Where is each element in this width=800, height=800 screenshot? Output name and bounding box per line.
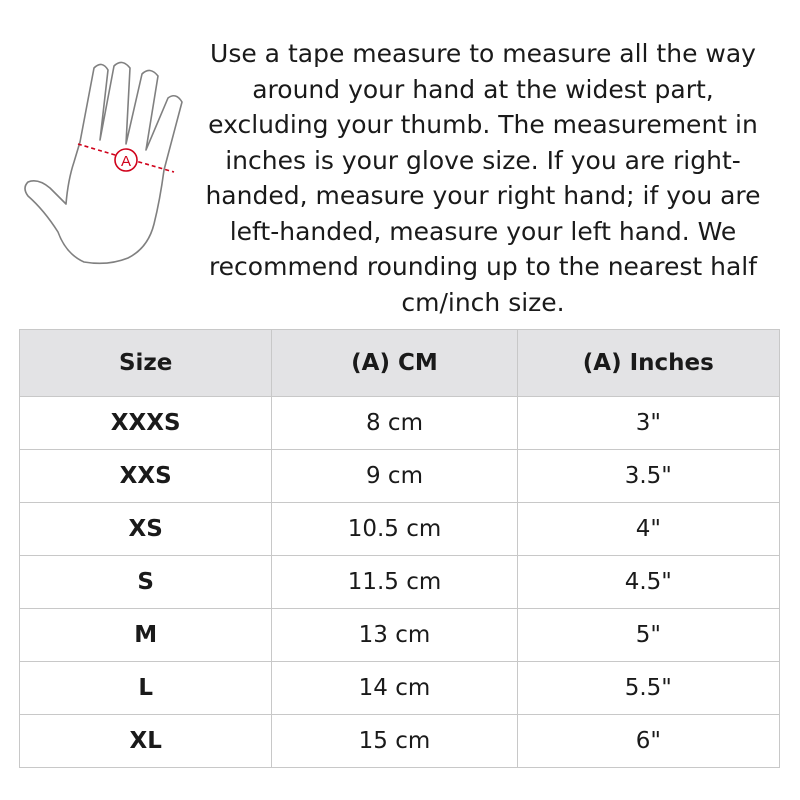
cm-cell: 15 cm — [272, 715, 517, 768]
inches-cell: 5" — [517, 609, 779, 662]
table-row — [20, 609, 780, 662]
marker-a-label: A — [120, 153, 132, 170]
table-row — [20, 715, 780, 768]
header-inches: (A) Inches — [517, 330, 779, 397]
header-size: Size — [20, 330, 272, 397]
header-cm: (A) CM — [272, 330, 517, 397]
cm-cell: 13 cm — [272, 609, 517, 662]
hand-measurement-diagram — [18, 52, 203, 277]
table-row — [20, 450, 780, 503]
cm-cell: 14 cm — [272, 662, 517, 715]
size-cell: XS — [20, 503, 272, 556]
table-row — [20, 503, 780, 556]
inches-cell: 4.5" — [517, 556, 779, 609]
size-cell: XL — [20, 715, 272, 768]
cm-cell: 11.5 cm — [272, 556, 517, 609]
hand-outline — [25, 62, 182, 263]
table-row — [20, 662, 780, 715]
cm-cell: 8 cm — [272, 397, 517, 450]
cm-cell: 10.5 cm — [272, 503, 517, 556]
size-cell: XXXS — [20, 397, 272, 450]
instructions-text: Use a tape measure to measure all the way around your hand at the widest part, excluding your thumb. The measurement in inches is your glove size. If you are right-handed, measure your right hand; if you are left-handed, measure your left hand. We recommend rounding up to the nearest half cm/inch size. — [205, 39, 761, 317]
size-chart-table — [19, 329, 780, 768]
table-row — [20, 397, 780, 450]
size-cell: L — [20, 662, 272, 715]
size-cell: S — [20, 556, 272, 609]
cm-cell: 9 cm — [272, 450, 517, 503]
inches-cell: 3.5" — [517, 450, 779, 503]
size-cell: M — [20, 609, 272, 662]
inches-cell: 4" — [517, 503, 779, 556]
table-row — [20, 556, 780, 609]
table-header-row — [20, 330, 780, 397]
inches-cell: 5.5" — [517, 662, 779, 715]
inches-cell: 3" — [517, 397, 779, 450]
hand-outline-icon — [18, 52, 203, 277]
size-cell: XXS — [20, 450, 272, 503]
inches-cell: 6" — [517, 715, 779, 768]
